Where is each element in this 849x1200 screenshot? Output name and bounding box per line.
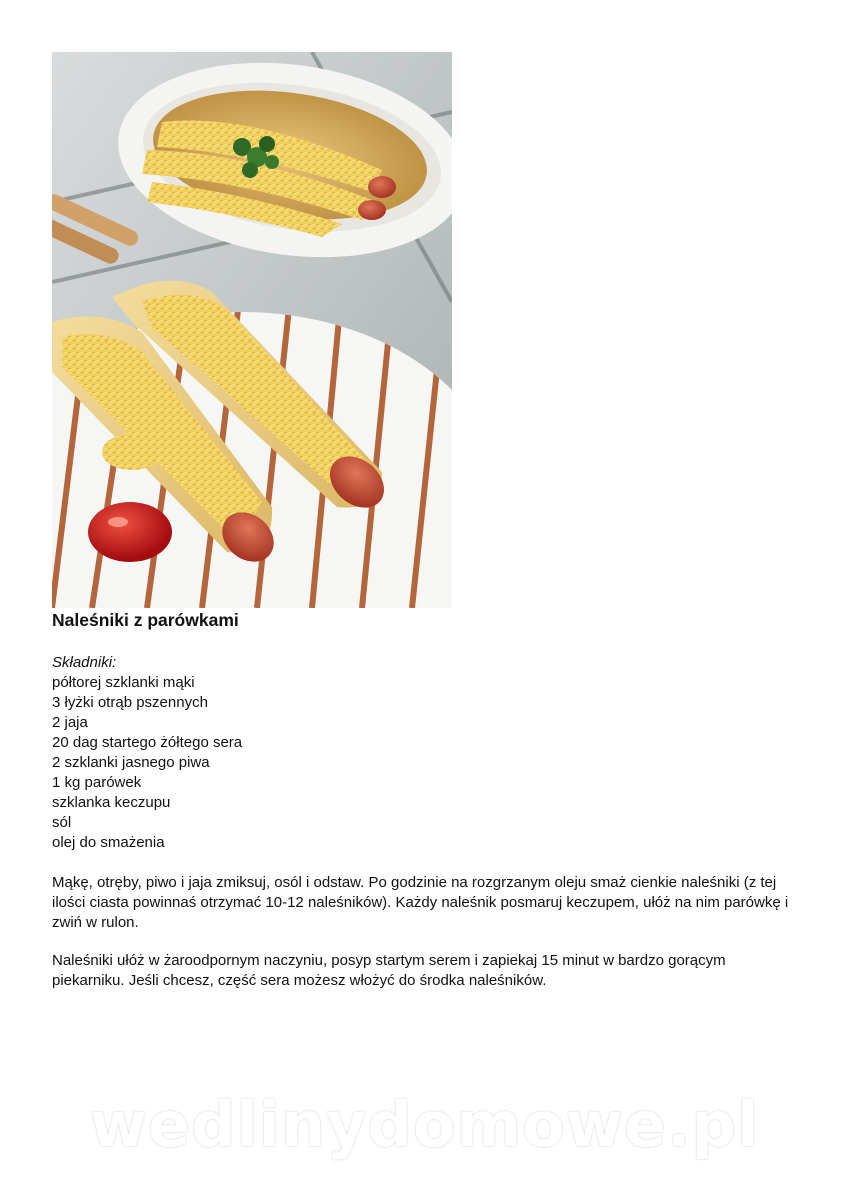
- grated-cheese-pile: [102, 434, 162, 470]
- site-watermark: wedlinydomowe.pl: [89, 1088, 760, 1161]
- ingredient-item: olej do smażenia: [52, 834, 165, 851]
- ingredient-item: 2 szklanki jasnego piwa: [52, 754, 210, 771]
- ingredients-list: [52, 673, 242, 853]
- baking-paragraph: Naleśniki ułóż w żaroodpornym naczyniu, posyp startym serem i zapiekaj 15 minut w bardzo gorącym piekarniku. Jeśli chcesz, część sera możesz włożyć do środka naleśników.: [52, 952, 726, 989]
- preparation-paragraph: Mąkę, otręby, piwo i jaja zmiksuj, osól i odstaw. Po godzinie na rozgrzanym oleju smaż cienkie naleśniki (z tej ilości ciasta powinnaś otrzymać 10-12 naleśników). Każdy naleśnik posmaruj keczupem, ułóż na nim parówkę i zwiń w rulon.: [52, 874, 789, 931]
- ingredient-item: 3 łyżki otrąb pszennych: [52, 694, 208, 711]
- ingredient-item: sól: [52, 814, 72, 831]
- ketchup-dollop: [88, 502, 172, 562]
- ingredient-item: szklanka keczupu: [52, 794, 171, 811]
- ingredient-item: 20 dag startego żółtego sera: [52, 734, 243, 751]
- recipe-title: Naleśniki z parówkami: [52, 610, 239, 630]
- ingredients-heading: Składniki:: [52, 654, 117, 671]
- recipe-photo: [52, 52, 452, 608]
- ingredient-item: półtorej szklanki mąki: [52, 674, 195, 691]
- ingredient-item: 2 jaja: [52, 714, 88, 731]
- ingredient-item: 1 kg parówek: [52, 774, 142, 791]
